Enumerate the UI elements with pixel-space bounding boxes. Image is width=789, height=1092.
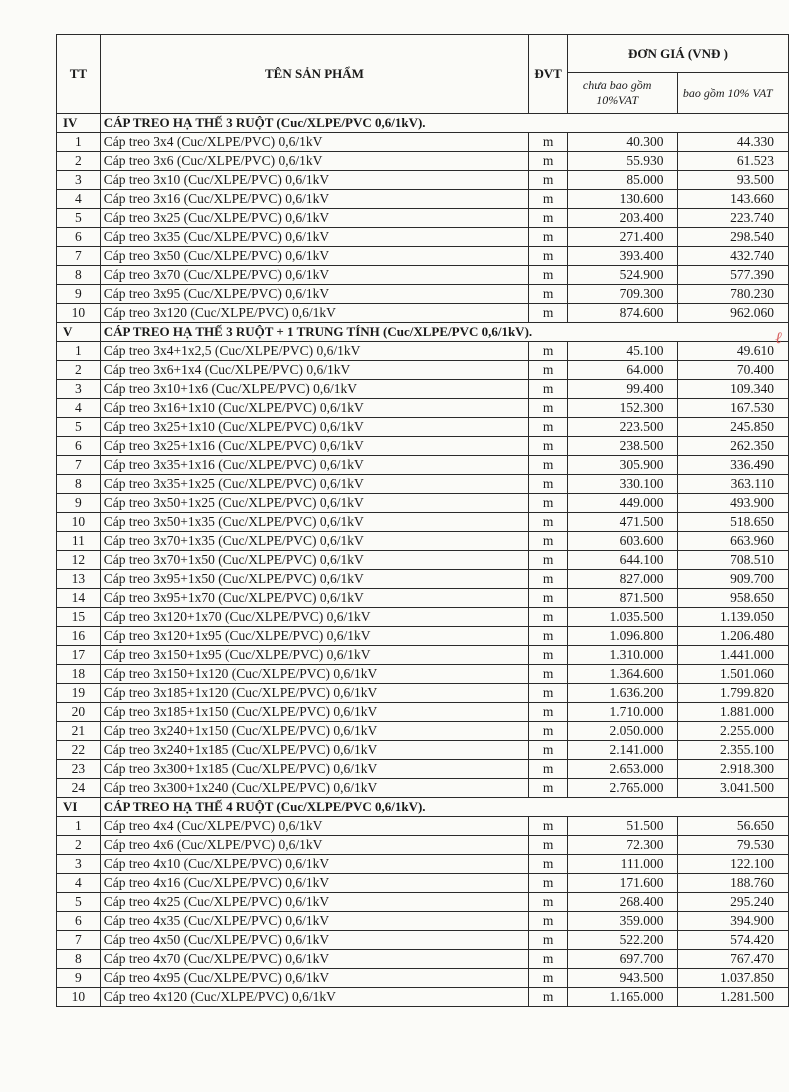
- product-name: Cáp treo 3x240+1x150 (Cuc/XLPE/PVC) 0,6/1kV: [100, 722, 528, 741]
- row-number: 11: [57, 532, 101, 551]
- price-excl-vat: 709.300: [567, 285, 678, 304]
- product-name: Cáp treo 3x150+1x95 (Cuc/XLPE/PVC) 0,6/1kV: [100, 646, 528, 665]
- row-number: 5: [57, 893, 101, 912]
- table-row: [57, 684, 789, 703]
- price-incl-vat: 958.650: [678, 589, 789, 608]
- price-incl-vat: 1.799.820: [678, 684, 789, 703]
- price-incl-vat: 167.530: [678, 399, 789, 418]
- table-row: [57, 152, 789, 171]
- price-incl-vat: 122.100: [678, 855, 789, 874]
- unit: m: [529, 532, 568, 551]
- table-row: [57, 304, 789, 323]
- price-incl-vat: 61.523: [678, 152, 789, 171]
- price-excl-vat: 64.000: [567, 361, 678, 380]
- row-number: 8: [57, 266, 101, 285]
- price-excl-vat: 874.600: [567, 304, 678, 323]
- product-name: Cáp treo 3x185+1x120 (Cuc/XLPE/PVC) 0,6/1kV: [100, 684, 528, 703]
- row-number: 10: [57, 988, 101, 1007]
- row-number: 19: [57, 684, 101, 703]
- price-excl-vat: 1.710.000: [567, 703, 678, 722]
- price-excl-vat: 871.500: [567, 589, 678, 608]
- row-number: 3: [57, 855, 101, 874]
- price-excl-vat: 2.141.000: [567, 741, 678, 760]
- price-incl-vat: 336.490: [678, 456, 789, 475]
- product-name: Cáp treo 4x50 (Cuc/XLPE/PVC) 0,6/1kV: [100, 931, 528, 950]
- product-name: Cáp treo 4x10 (Cuc/XLPE/PVC) 0,6/1kV: [100, 855, 528, 874]
- section-code: IV: [57, 114, 101, 133]
- product-name: Cáp treo 3x120+1x70 (Cuc/XLPE/PVC) 0,6/1kV: [100, 608, 528, 627]
- unit: m: [529, 570, 568, 589]
- row-number: 5: [57, 418, 101, 437]
- table-row: [57, 722, 789, 741]
- unit: m: [529, 608, 568, 627]
- price-excl-vat: 130.600: [567, 190, 678, 209]
- table-row: [57, 779, 789, 798]
- unit: m: [529, 988, 568, 1007]
- price-incl-vat: 245.850: [678, 418, 789, 437]
- table-row: [57, 627, 789, 646]
- price-incl-vat: 295.240: [678, 893, 789, 912]
- product-name: Cáp treo 3x35+1x16 (Cuc/XLPE/PVC) 0,6/1kV: [100, 456, 528, 475]
- product-name: Cáp treo 3x70 (Cuc/XLPE/PVC) 0,6/1kV: [100, 266, 528, 285]
- table-row: [57, 513, 789, 532]
- row-number: 4: [57, 874, 101, 893]
- row-number: 4: [57, 399, 101, 418]
- table-row: [57, 855, 789, 874]
- price-excl-vat: 238.500: [567, 437, 678, 456]
- price-excl-vat: 268.400: [567, 893, 678, 912]
- unit: m: [529, 247, 568, 266]
- section-row: [57, 114, 789, 133]
- price-incl-vat: 394.900: [678, 912, 789, 931]
- price-excl-vat: 72.300: [567, 836, 678, 855]
- unit: m: [529, 855, 568, 874]
- price-incl-vat: 79.530: [678, 836, 789, 855]
- unit: m: [529, 456, 568, 475]
- row-number: 6: [57, 228, 101, 247]
- table-row: [57, 456, 789, 475]
- product-name: Cáp treo 3x4 (Cuc/XLPE/PVC) 0,6/1kV: [100, 133, 528, 152]
- unit: m: [529, 152, 568, 171]
- unit: m: [529, 722, 568, 741]
- header-price-excl-vat: chưa bao gồm 10%VAT: [567, 73, 678, 114]
- unit: m: [529, 494, 568, 513]
- row-number: 15: [57, 608, 101, 627]
- price-excl-vat: 1.035.500: [567, 608, 678, 627]
- price-incl-vat: 70.400: [678, 361, 789, 380]
- price-incl-vat: 3.041.500: [678, 779, 789, 798]
- unit: m: [529, 209, 568, 228]
- price-incl-vat: 2.918.300: [678, 760, 789, 779]
- price-excl-vat: 305.900: [567, 456, 678, 475]
- row-number: 10: [57, 304, 101, 323]
- row-number: 14: [57, 589, 101, 608]
- price-excl-vat: 40.300: [567, 133, 678, 152]
- table-row: [57, 380, 789, 399]
- row-number: 21: [57, 722, 101, 741]
- product-name: Cáp treo 4x6 (Cuc/XLPE/PVC) 0,6/1kV: [100, 836, 528, 855]
- row-number: 6: [57, 437, 101, 456]
- table-row: [57, 703, 789, 722]
- price-incl-vat: 298.540: [678, 228, 789, 247]
- row-number: 1: [57, 342, 101, 361]
- unit: m: [529, 836, 568, 855]
- product-name: Cáp treo 4x4 (Cuc/XLPE/PVC) 0,6/1kV: [100, 817, 528, 836]
- table-row: [57, 190, 789, 209]
- price-excl-vat: 449.000: [567, 494, 678, 513]
- unit: m: [529, 399, 568, 418]
- unit: m: [529, 684, 568, 703]
- product-name: Cáp treo 3x300+1x185 (Cuc/XLPE/PVC) 0,6/1kV: [100, 760, 528, 779]
- row-number: 6: [57, 912, 101, 931]
- unit: m: [529, 380, 568, 399]
- table-row: [57, 589, 789, 608]
- row-number: 7: [57, 247, 101, 266]
- row-number: 9: [57, 494, 101, 513]
- table-row: [57, 665, 789, 684]
- price-excl-vat: 55.930: [567, 152, 678, 171]
- unit: m: [529, 589, 568, 608]
- table-row: [57, 570, 789, 589]
- price-excl-vat: 1.310.000: [567, 646, 678, 665]
- product-name: Cáp treo 3x25 (Cuc/XLPE/PVC) 0,6/1kV: [100, 209, 528, 228]
- row-number: 17: [57, 646, 101, 665]
- row-number: 24: [57, 779, 101, 798]
- unit: m: [529, 874, 568, 893]
- unit: m: [529, 760, 568, 779]
- price-excl-vat: 171.600: [567, 874, 678, 893]
- row-number: 10: [57, 513, 101, 532]
- unit: m: [529, 361, 568, 380]
- price-incl-vat: 44.330: [678, 133, 789, 152]
- unit: m: [529, 437, 568, 456]
- product-name: Cáp treo 3x50+1x35 (Cuc/XLPE/PVC) 0,6/1kV: [100, 513, 528, 532]
- price-incl-vat: 56.650: [678, 817, 789, 836]
- row-number: 1: [57, 817, 101, 836]
- unit: m: [529, 969, 568, 988]
- row-number: 8: [57, 950, 101, 969]
- price-incl-vat: 223.740: [678, 209, 789, 228]
- unit: m: [529, 513, 568, 532]
- price-excl-vat: 524.900: [567, 266, 678, 285]
- product-name: Cáp treo 3x95 (Cuc/XLPE/PVC) 0,6/1kV: [100, 285, 528, 304]
- unit: m: [529, 912, 568, 931]
- table-row: [57, 437, 789, 456]
- product-name: Cáp treo 4x120 (Cuc/XLPE/PVC) 0,6/1kV: [100, 988, 528, 1007]
- price-incl-vat: 518.650: [678, 513, 789, 532]
- price-excl-vat: 85.000: [567, 171, 678, 190]
- unit: m: [529, 285, 568, 304]
- table-row: [57, 551, 789, 570]
- section-title: CÁP TREO HẠ THẾ 4 RUỘT (Cuc/XLPE/PVC 0,6/1kV).: [100, 798, 788, 817]
- table-row: [57, 494, 789, 513]
- product-name: Cáp treo 4x25 (Cuc/XLPE/PVC) 0,6/1kV: [100, 893, 528, 912]
- row-number: 3: [57, 171, 101, 190]
- price-incl-vat: 1.501.060: [678, 665, 789, 684]
- price-incl-vat: 49.610: [678, 342, 789, 361]
- table-row: [57, 399, 789, 418]
- table-row: [57, 874, 789, 893]
- row-number: 13: [57, 570, 101, 589]
- table-row: [57, 418, 789, 437]
- table-row: [57, 760, 789, 779]
- product-name: Cáp treo 3x16+1x10 (Cuc/XLPE/PVC) 0,6/1kV: [100, 399, 528, 418]
- row-number: 16: [57, 627, 101, 646]
- product-name: Cáp treo 4x35 (Cuc/XLPE/PVC) 0,6/1kV: [100, 912, 528, 931]
- row-number: 4: [57, 190, 101, 209]
- product-name: Cáp treo 3x70+1x50 (Cuc/XLPE/PVC) 0,6/1kV: [100, 551, 528, 570]
- price-incl-vat: 188.760: [678, 874, 789, 893]
- table-row: [57, 532, 789, 551]
- table-row: [57, 247, 789, 266]
- product-name: Cáp treo 3x95+1x50 (Cuc/XLPE/PVC) 0,6/1kV: [100, 570, 528, 589]
- product-name: Cáp treo 3x10+1x6 (Cuc/XLPE/PVC) 0,6/1kV: [100, 380, 528, 399]
- section-row: [57, 798, 789, 817]
- price-excl-vat: 943.500: [567, 969, 678, 988]
- table-row: [57, 342, 789, 361]
- margin-stamp-mark: ℓ: [770, 330, 787, 347]
- price-excl-vat: 51.500: [567, 817, 678, 836]
- price-excl-vat: 2.653.000: [567, 760, 678, 779]
- row-number: 9: [57, 285, 101, 304]
- price-excl-vat: 827.000: [567, 570, 678, 589]
- price-incl-vat: 708.510: [678, 551, 789, 570]
- product-name: Cáp treo 3x70+1x35 (Cuc/XLPE/PVC) 0,6/1kV: [100, 532, 528, 551]
- price-excl-vat: 603.600: [567, 532, 678, 551]
- product-name: Cáp treo 3x120 (Cuc/XLPE/PVC) 0,6/1kV: [100, 304, 528, 323]
- table-row: [57, 228, 789, 247]
- row-number: 23: [57, 760, 101, 779]
- product-name: Cáp treo 3x35 (Cuc/XLPE/PVC) 0,6/1kV: [100, 228, 528, 247]
- row-number: 20: [57, 703, 101, 722]
- product-name: Cáp treo 3x185+1x150 (Cuc/XLPE/PVC) 0,6/1kV: [100, 703, 528, 722]
- price-excl-vat: 2.765.000: [567, 779, 678, 798]
- row-number: 7: [57, 931, 101, 950]
- price-incl-vat: 93.500: [678, 171, 789, 190]
- unit: m: [529, 342, 568, 361]
- price-excl-vat: 359.000: [567, 912, 678, 931]
- unit: m: [529, 779, 568, 798]
- header-price-incl-vat: bao gồm 10% VAT: [678, 73, 789, 114]
- table-row: [57, 209, 789, 228]
- price-excl-vat: 223.500: [567, 418, 678, 437]
- unit: m: [529, 418, 568, 437]
- table-row: [57, 285, 789, 304]
- price-incl-vat: 493.900: [678, 494, 789, 513]
- product-name: Cáp treo 3x50+1x25 (Cuc/XLPE/PVC) 0,6/1kV: [100, 494, 528, 513]
- price-excl-vat: 644.100: [567, 551, 678, 570]
- price-table: [56, 34, 789, 1007]
- price-table-body: [57, 114, 789, 1007]
- product-name: Cáp treo 3x35+1x25 (Cuc/XLPE/PVC) 0,6/1kV: [100, 475, 528, 494]
- price-excl-vat: 471.500: [567, 513, 678, 532]
- price-excl-vat: 1.096.800: [567, 627, 678, 646]
- price-incl-vat: 1.281.500: [678, 988, 789, 1007]
- section-row: [57, 323, 789, 342]
- row-number: 8: [57, 475, 101, 494]
- price-incl-vat: 1.139.050: [678, 608, 789, 627]
- price-incl-vat: 363.110: [678, 475, 789, 494]
- price-excl-vat: 99.400: [567, 380, 678, 399]
- product-name: Cáp treo 3x150+1x120 (Cuc/XLPE/PVC) 0,6/1kV: [100, 665, 528, 684]
- price-incl-vat: 663.960: [678, 532, 789, 551]
- unit: m: [529, 950, 568, 969]
- unit: m: [529, 817, 568, 836]
- section-code: V: [57, 323, 101, 342]
- row-number: 2: [57, 361, 101, 380]
- row-number: 1: [57, 133, 101, 152]
- unit: m: [529, 171, 568, 190]
- unit: m: [529, 741, 568, 760]
- row-number: 7: [57, 456, 101, 475]
- unit: m: [529, 266, 568, 285]
- price-excl-vat: 697.700: [567, 950, 678, 969]
- price-excl-vat: 1.165.000: [567, 988, 678, 1007]
- price-incl-vat: 780.230: [678, 285, 789, 304]
- price-excl-vat: 1.636.200: [567, 684, 678, 703]
- unit: m: [529, 304, 568, 323]
- unit: m: [529, 703, 568, 722]
- unit: m: [529, 665, 568, 684]
- table-row: [57, 608, 789, 627]
- price-incl-vat: 2.355.100: [678, 741, 789, 760]
- header-product-name: TÊN SẢN PHẨM: [100, 35, 528, 114]
- row-number: 2: [57, 836, 101, 855]
- price-excl-vat: 1.364.600: [567, 665, 678, 684]
- product-name: Cáp treo 3x300+1x240 (Cuc/XLPE/PVC) 0,6/1kV: [100, 779, 528, 798]
- product-name: Cáp treo 3x25+1x10 (Cuc/XLPE/PVC) 0,6/1kV: [100, 418, 528, 437]
- row-number: 9: [57, 969, 101, 988]
- table-row: [57, 969, 789, 988]
- row-number: 3: [57, 380, 101, 399]
- price-incl-vat: 432.740: [678, 247, 789, 266]
- price-list-sheet: [56, 34, 789, 1007]
- table-row: [57, 741, 789, 760]
- section-title: CÁP TREO HẠ THẾ 3 RUỘT (Cuc/XLPE/PVC 0,6/1kV).: [100, 114, 788, 133]
- row-number: 5: [57, 209, 101, 228]
- product-name: Cáp treo 3x16 (Cuc/XLPE/PVC) 0,6/1kV: [100, 190, 528, 209]
- unit: m: [529, 190, 568, 209]
- row-number: 2: [57, 152, 101, 171]
- unit: m: [529, 551, 568, 570]
- price-incl-vat: 109.340: [678, 380, 789, 399]
- table-row: [57, 171, 789, 190]
- price-excl-vat: 522.200: [567, 931, 678, 950]
- header-unit: ĐVT: [529, 35, 568, 114]
- price-incl-vat: 262.350: [678, 437, 789, 456]
- table-row: [57, 475, 789, 494]
- section-code: VI: [57, 798, 101, 817]
- price-excl-vat: 111.000: [567, 855, 678, 874]
- product-name: Cáp treo 3x120+1x95 (Cuc/XLPE/PVC) 0,6/1kV: [100, 627, 528, 646]
- price-excl-vat: 152.300: [567, 399, 678, 418]
- product-name: Cáp treo 3x25+1x16 (Cuc/XLPE/PVC) 0,6/1kV: [100, 437, 528, 456]
- price-excl-vat: 2.050.000: [567, 722, 678, 741]
- unit: m: [529, 931, 568, 950]
- row-number: 22: [57, 741, 101, 760]
- table-row: [57, 836, 789, 855]
- price-incl-vat: 962.060: [678, 304, 789, 323]
- price-incl-vat: 767.470: [678, 950, 789, 969]
- product-name: Cáp treo 3x95+1x70 (Cuc/XLPE/PVC) 0,6/1kV: [100, 589, 528, 608]
- product-name: Cáp treo 3x240+1x185 (Cuc/XLPE/PVC) 0,6/1kV: [100, 741, 528, 760]
- table-row: [57, 361, 789, 380]
- price-incl-vat: 143.660: [678, 190, 789, 209]
- table-row: [57, 988, 789, 1007]
- product-name: Cáp treo 3x6+1x4 (Cuc/XLPE/PVC) 0,6/1kV: [100, 361, 528, 380]
- section-title: CÁP TREO HẠ THẾ 3 RUỘT + 1 TRUNG TÍNH (Cuc/XLPE/PVC 0,6/1kV).: [100, 323, 788, 342]
- table-row: [57, 646, 789, 665]
- unit: m: [529, 627, 568, 646]
- row-number: 12: [57, 551, 101, 570]
- unit: m: [529, 228, 568, 247]
- price-incl-vat: 1.881.000: [678, 703, 789, 722]
- product-name: Cáp treo 4x70 (Cuc/XLPE/PVC) 0,6/1kV: [100, 950, 528, 969]
- table-row: [57, 817, 789, 836]
- product-name: Cáp treo 3x50 (Cuc/XLPE/PVC) 0,6/1kV: [100, 247, 528, 266]
- price-incl-vat: 909.700: [678, 570, 789, 589]
- header-price: ĐƠN GIÁ (VNĐ ): [567, 35, 788, 73]
- price-incl-vat: 574.420: [678, 931, 789, 950]
- product-name: Cáp treo 4x95 (Cuc/XLPE/PVC) 0,6/1kV: [100, 969, 528, 988]
- table-row: [57, 893, 789, 912]
- product-name: Cáp treo 4x16 (Cuc/XLPE/PVC) 0,6/1kV: [100, 874, 528, 893]
- price-excl-vat: 271.400: [567, 228, 678, 247]
- price-incl-vat: 2.255.000: [678, 722, 789, 741]
- product-name: Cáp treo 3x4+1x2,5 (Cuc/XLPE/PVC) 0,6/1kV: [100, 342, 528, 361]
- price-excl-vat: 330.100: [567, 475, 678, 494]
- price-excl-vat: 45.100: [567, 342, 678, 361]
- table-row: [57, 266, 789, 285]
- price-incl-vat: 1.441.000: [678, 646, 789, 665]
- unit: m: [529, 646, 568, 665]
- row-number: 18: [57, 665, 101, 684]
- price-incl-vat: 577.390: [678, 266, 789, 285]
- price-incl-vat: 1.206.480: [678, 627, 789, 646]
- unit: m: [529, 133, 568, 152]
- unit: m: [529, 893, 568, 912]
- table-row: [57, 950, 789, 969]
- price-excl-vat: 393.400: [567, 247, 678, 266]
- table-row: [57, 133, 789, 152]
- product-name: Cáp treo 3x6 (Cuc/XLPE/PVC) 0,6/1kV: [100, 152, 528, 171]
- header-tt: TT: [57, 35, 101, 114]
- price-incl-vat: 1.037.850: [678, 969, 789, 988]
- price-excl-vat: 203.400: [567, 209, 678, 228]
- product-name: Cáp treo 3x10 (Cuc/XLPE/PVC) 0,6/1kV: [100, 171, 528, 190]
- table-row: [57, 931, 789, 950]
- unit: m: [529, 475, 568, 494]
- table-row: [57, 912, 789, 931]
